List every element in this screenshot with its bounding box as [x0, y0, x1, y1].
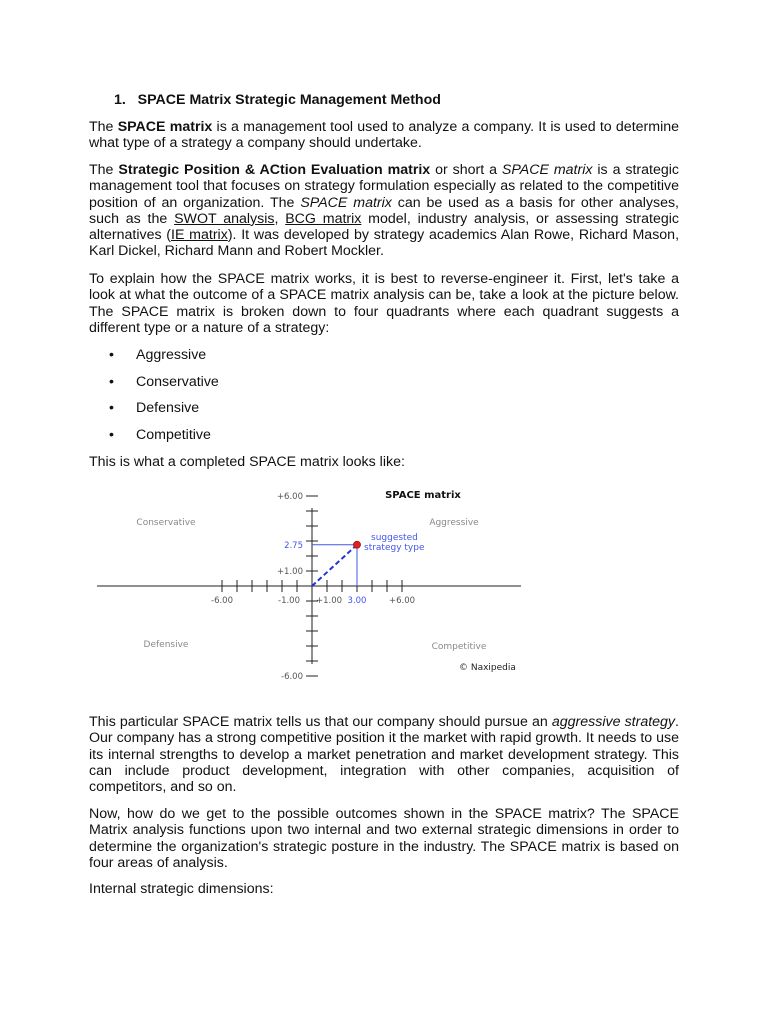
- quadrant-label-defensive: Defensive: [143, 640, 189, 650]
- x-tick-label: +1.00: [315, 596, 343, 606]
- p2-italic-1: SPACE matrix: [501, 162, 593, 178]
- y-tick-label: 2.75: [284, 540, 303, 551]
- chart-title: SPACE matrix: [385, 490, 461, 501]
- p1-bold-term: SPACE matrix: [117, 119, 213, 135]
- bullet-icon: •: [109, 347, 114, 363]
- chart-credit: © Naxipedia: [459, 663, 516, 673]
- paragraph-internal-dimensions: Internal strategic dimensions:: [89, 881, 274, 897]
- p5-text-2: . Our company has a strong competitive position it the market with rapid growth. It needs to use its internal strengths to develop a market penetration and market development strategy. This can include product development, integration with other companies, acquisition of competitors, and so on.: [89, 714, 679, 796]
- space-matrix-chart: [89, 484, 529, 680]
- paragraph-definition: [89, 162, 679, 260]
- quadrant-label-competitive: Competitive: [431, 642, 487, 652]
- paragraph-intro: [89, 119, 679, 152]
- p2-text-6: model, industry analysis, or assessing strategic alternatives (: [89, 210, 679, 244]
- p2-text-1: The: [89, 162, 119, 178]
- link-bcg-matrix[interactable]: BCG matrix: [285, 210, 362, 227]
- p2-italic-2: SPACE matrix: [300, 194, 392, 211]
- p2-bold-term: Strategic Position & ACtion Evaluation matrix: [118, 162, 431, 178]
- y-tick-label: +6.00: [276, 492, 303, 502]
- paragraph-dimensions: Now, how do we get to the possible outcomes shown in the SPACE matrix? The SPACE Matrix analysis functions upon two internal and two external strategic dimensions in order to determine the organization's strategic posture in the industry. The SPACE matrix is based on four areas of analysis.: [89, 806, 679, 871]
- list-item-label: Aggressive: [136, 347, 207, 363]
- bullet-icon: •: [109, 400, 114, 416]
- y-tick-label: -6.00: [281, 672, 303, 680]
- p2-text-7: ). It was developed by strategy academics Alan Rowe, Richard Mason, Karl Dickel, Richard Mann and Robert Mockler.: [89, 227, 680, 260]
- quadrant-label-aggressive: Aggressive: [429, 518, 479, 528]
- p1-text-2: is a management tool used to analyze a company. It is used to determine what type of a strategy a company should undertake.: [89, 119, 679, 152]
- p5-text-1: This particular SPACE matrix tells us that our company should pursue an: [89, 714, 552, 730]
- link-swot-analysis[interactable]: SWOT analysis: [174, 210, 275, 227]
- quadrant-label-conservative: Conservative: [136, 518, 196, 528]
- strategy-vector: [312, 545, 357, 586]
- x-tick-label: -6.00: [211, 596, 233, 606]
- y-tick-label: +1.00: [276, 567, 303, 577]
- bullet-icon: •: [109, 427, 114, 443]
- paragraph-figure-intro: This is what a completed SPACE matrix looks like:: [89, 454, 405, 470]
- p2-text-5: ,: [274, 210, 286, 227]
- p2-text-3: is a strategic management tool that focuses on strategy formulation especially as related to the competitive position of an organization. The: [89, 162, 679, 211]
- p2-text-4: can be used as a basis for other analyses, such as the: [89, 194, 679, 227]
- data-point: [354, 541, 361, 548]
- link-ie-matrix[interactable]: IE matrix: [171, 227, 228, 244]
- bullet-icon: •: [109, 374, 114, 390]
- list-item-label: Competitive: [136, 427, 211, 443]
- heading-number: 1.: [114, 92, 126, 108]
- section-heading: [114, 92, 514, 108]
- x-tick-label: -1.00: [278, 596, 300, 606]
- p1-text-1: The: [89, 119, 118, 135]
- x-tick-label: 3.00: [347, 596, 367, 606]
- p5-italic: aggressive strategy: [551, 714, 676, 730]
- list-item-label: Conservative: [136, 374, 219, 390]
- paragraph-interpretation: [89, 714, 679, 795]
- list-item-label: Defensive: [136, 400, 200, 416]
- p2-text-2: or short a: [430, 162, 502, 178]
- x-tick-label: +6.00: [388, 596, 416, 606]
- heading-title: SPACE Matrix Strategic Management Method: [137, 92, 441, 108]
- point-label-line-2: strategy type: [364, 542, 425, 553]
- paragraph-explain: To explain how the SPACE matrix works, it is best to reverse-engineer it. First, let's take a look at what the outcome of a SPACE matrix analysis can be, take a look at the picture below. The SPACE matrix is broken down to four quadrants where each quadrant suggests a different type or a nature of a strategy:: [89, 271, 679, 336]
- point-label-line-1: suggested: [371, 532, 418, 543]
